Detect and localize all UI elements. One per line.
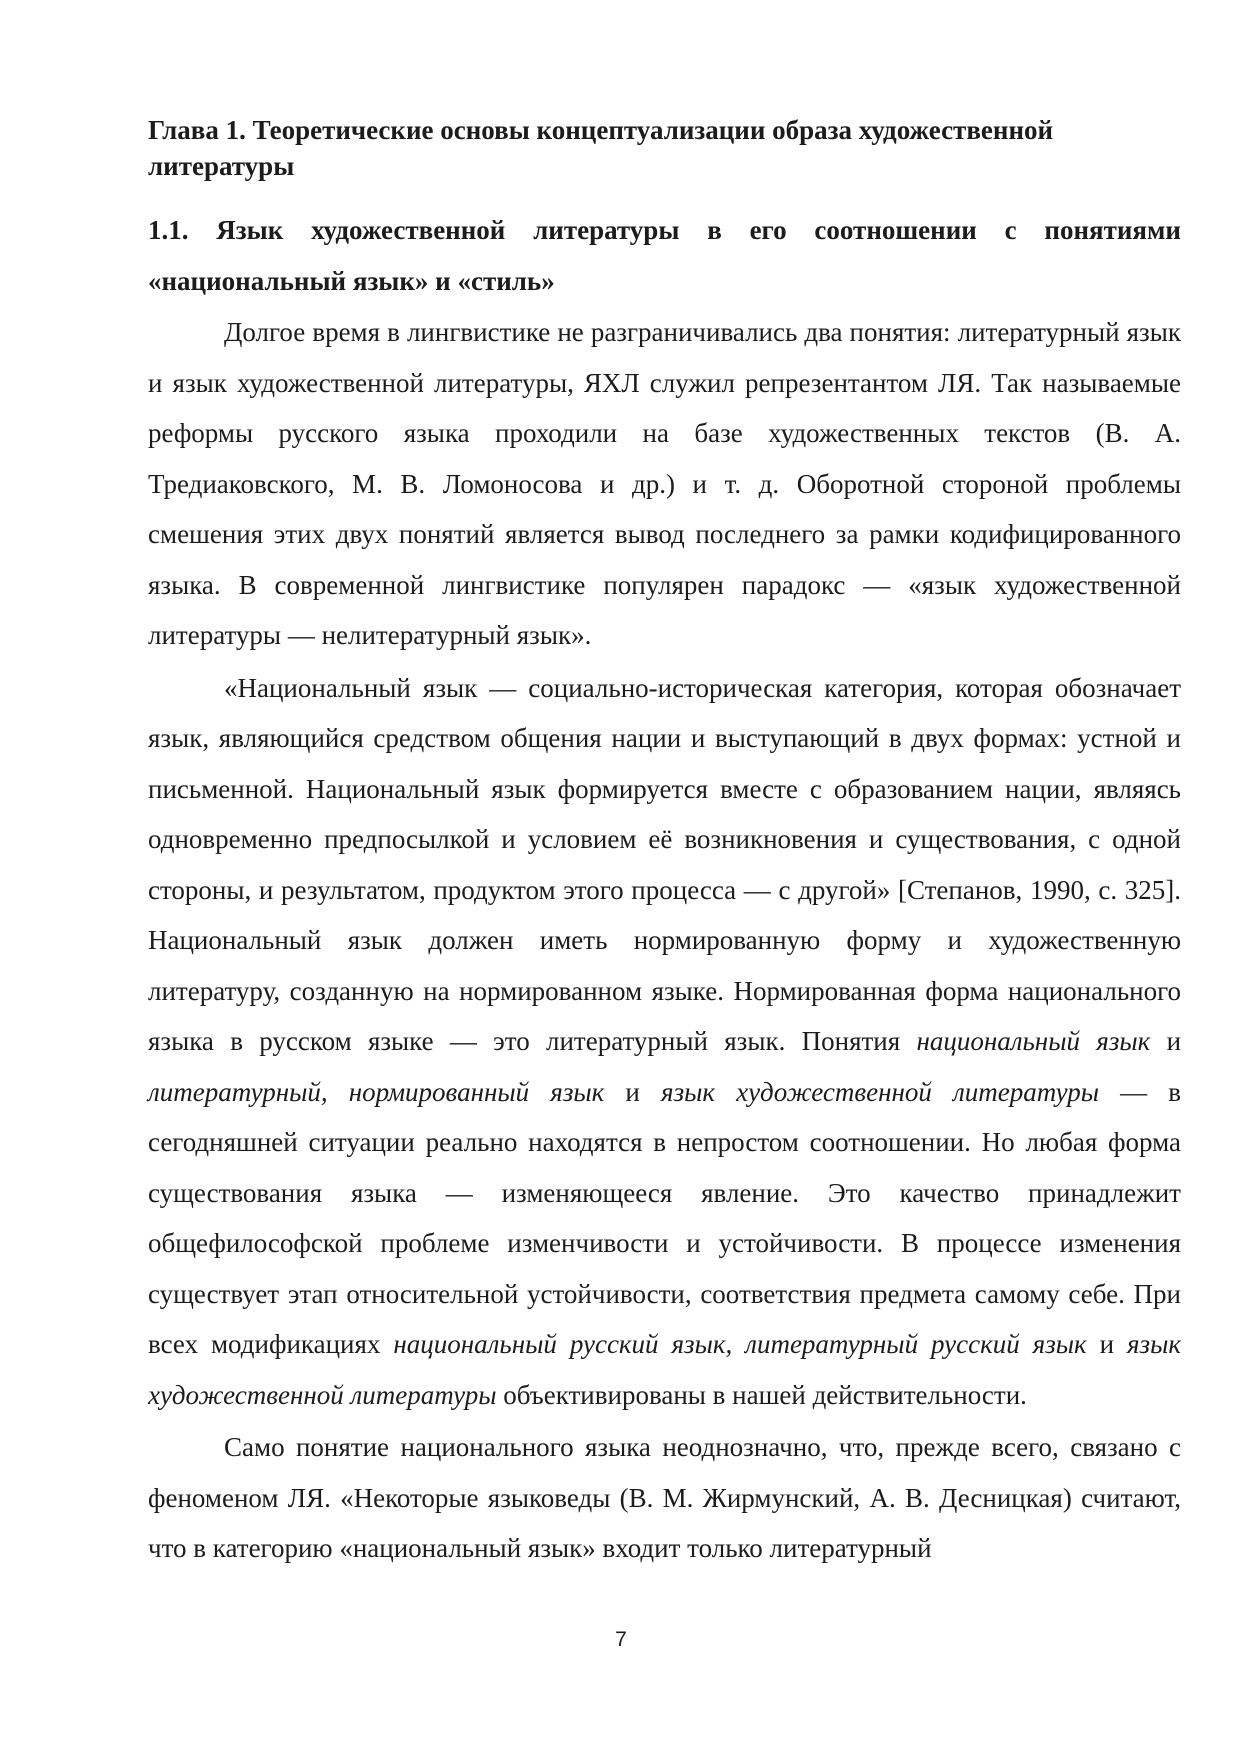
section-title: 1.1. Язык художественной литературы в его соотношении с понятиями «национальный язык» и «стиль» (148, 215, 1181, 296)
document-page (148, 112, 1181, 1574)
paragraph-2 (148, 663, 1181, 1421)
term-language-of-fiction: язык художественной литературы (661, 1076, 1100, 1107)
paragraph-2-text-1: «Национальный язык — социально-историческая категория, которая обозначает язык, являющийся средством общения нации и выступающий в двух формах: устной и письменной. Национальный язык формируется вместе с образованием нации, являясь одновременно предпосылкой и условием её возникновения и существования, с одной стороны, и результатом, продуктом этого процесса — с другой» [Степанов, 1990, с. 325]. Национальный язык должен иметь нормированную форму и художественную литературу, созданную на нормированном языке. Нормированная форма национального языка в русском языке — это литературный язык. Понятия (148, 672, 1181, 1056)
paragraph-2-text-5: и (1086, 1329, 1127, 1359)
term-language-of-fiction-2: язык художественной литературы (148, 1329, 1181, 1410)
page-number: 7 (615, 1628, 627, 1651)
term-literary-normalized-language: литературный, нормированный язык (148, 1076, 605, 1107)
paragraph-1: Долгое время в лингвистике не разграничивались два понятия: литературный язык и язык художественной литературы, ЯХЛ служил репрезентантом ЛЯ. Так называемые реформы русского языка проходили на базе художественных текстов (В. А. Тредиаковского, М. В. Ломоносова и др.) и т. д. Оборотной стороной проблемы смешения этих двух понятий является вывод последнего за рамки кодифицированного языка. В современной лингвистике популярен парадокс — «язык художественной литературы — нелитературный язык». (148, 317, 1181, 650)
paragraph-2-text-2: и (1150, 1026, 1182, 1056)
chapter-title: Глава 1. Теоретические основы концептуализации образа художественной литературы (148, 115, 1054, 181)
term-national-language: национальный язык (916, 1026, 1151, 1056)
paragraph-2-text-6: объективированы в нашей действительности. (496, 1379, 1027, 1410)
paragraph-2-text-4: — в сегодняшней ситуации реально находятся в непростом соотношении. Но любая форма существования языка — изменяющееся явление. Это качество принадлежит общефилософской проблеме изменчивости и устойчивости. В процессе изменения существует этап относительной устойчивости, соответствия предмета самому себе. При всех модификациях (148, 1076, 1182, 1359)
paragraph-2-text-3: и (604, 1076, 662, 1107)
term-national-and-literary-russian: национальный русский язык, литературный русский язык (393, 1329, 1087, 1359)
paragraph-3: Само понятие национального языка неоднозначно, что, прежде всего, связано с феноменом ЛЯ. «Некоторые языковеды (В. М. Жирмунский, А. В. Десницкая) считают, что в категорию «национальный язык» входит только литературный (148, 1432, 1181, 1563)
